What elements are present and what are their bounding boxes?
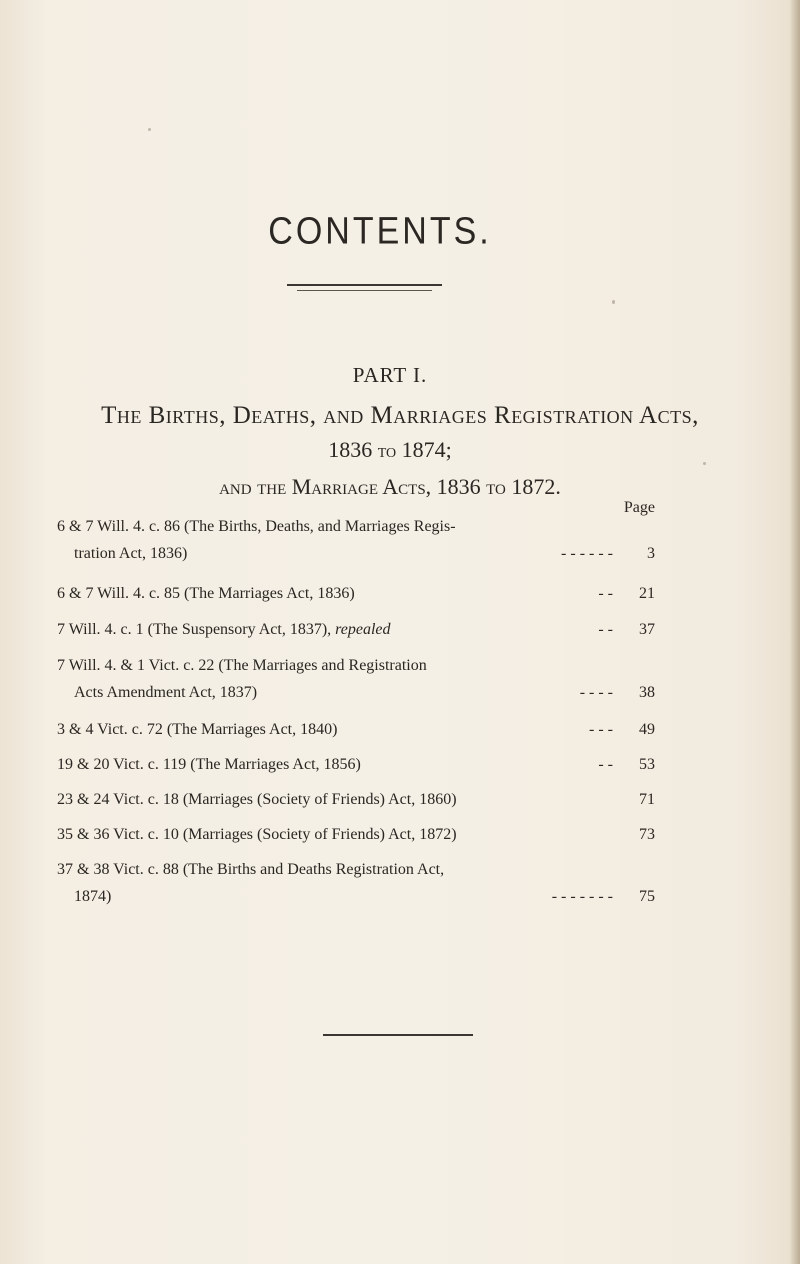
entry-page-number: 49 — [639, 721, 655, 738]
leader-dashes: - - - — [589, 721, 613, 738]
leader-dashes — [457, 821, 627, 848]
leader-dashes: - - - - — [579, 684, 613, 701]
leader-dashes — [457, 786, 627, 813]
title-rule-thin — [297, 290, 432, 291]
entry-italic-note: repealed — [335, 621, 391, 638]
entry-line — [57, 821, 655, 848]
entry-text — [57, 616, 391, 643]
entry-line — [57, 540, 655, 567]
entry-text: 23 & 24 Vict. c. 18 (Marriages (Society of Friends) Act, 1860) — [57, 791, 457, 808]
entry-page-number: 3 — [647, 545, 655, 562]
entry-line — [57, 751, 655, 778]
leader-dashes: - - - - - - — [561, 545, 613, 562]
heading-to: to — [377, 440, 397, 462]
title-rule — [287, 284, 442, 286]
entry-text: 6 & 7 Will. 4. c. 86 (The Births, Deaths, and Marriages Regis- — [57, 518, 456, 535]
contents-entry — [57, 716, 655, 743]
entry-text: 19 & 20 Vict. c. 119 (The Marriages Act, 1856) — [57, 756, 361, 773]
entry-line — [57, 580, 655, 607]
entry-page-number: 53 — [639, 756, 655, 773]
entry-line — [57, 616, 655, 643]
contents-entry — [57, 513, 655, 567]
entry-text: 35 & 36 Vict. c. 10 (Marriages (Society of Friends) Act, 1872) — [57, 826, 457, 843]
entry-text: 1874) — [74, 888, 112, 905]
entry-page-number: 38 — [639, 684, 655, 701]
entry-text: 7 Will. 4. & 1 Vict. c. 22 (The Marriages and Registration — [57, 657, 427, 674]
heading-year-start: 1836 — [328, 437, 373, 462]
leader-dashes: - - — [598, 756, 613, 773]
entry-text: tration Act, 1836) — [74, 545, 188, 562]
leader-dashes: - - — [598, 621, 613, 638]
paper-speck — [612, 300, 615, 304]
contents-entry — [57, 751, 655, 778]
entry-text-main: 7 Will. 4. c. 1 (The Suspensory Act, 1837), — [57, 621, 332, 638]
leader-dashes: - - - - - - - — [551, 888, 613, 905]
contents-entry — [57, 580, 655, 607]
part-heading: PART I. — [352, 363, 428, 387]
entry-line — [57, 513, 655, 540]
contents-entry — [57, 856, 655, 910]
entry-page-number: 73 — [639, 826, 655, 843]
contents-title: CONTENTS. — [268, 209, 492, 253]
entry-text: 3 & 4 Vict. c. 72 (The Marriages Act, 1840) — [57, 721, 338, 738]
contents-entry — [57, 821, 655, 848]
entry-line — [57, 883, 655, 910]
end-rule — [323, 1034, 473, 1036]
leader-dashes: - - — [598, 585, 613, 602]
entry-text: Acts Amendment Act, 1837) — [74, 684, 258, 701]
contents-entry — [57, 786, 655, 813]
entry-line — [57, 716, 655, 743]
entry-line — [57, 679, 655, 706]
contents-entry — [57, 616, 655, 643]
section-heading-line1: The Births, Deaths, and Marriages Registration Acts, — [101, 402, 699, 429]
entry-page-number: 37 — [639, 621, 655, 638]
entry-line — [57, 652, 655, 679]
paper-speck — [148, 128, 151, 131]
entry-line — [57, 786, 655, 813]
entry-page-number: 75 — [639, 888, 655, 905]
section-heading-line2 — [0, 437, 780, 463]
entry-line — [57, 856, 655, 883]
section-heading-line3: and the Marriage Acts, 1836 to 1872. — [219, 474, 561, 499]
page-edge-shadow — [790, 0, 800, 1264]
entry-text: 6 & 7 Will. 4. c. 85 (The Marriages Act, 1836) — [57, 585, 355, 602]
heading-year-end: 1874; — [401, 437, 452, 462]
entry-text: 37 & 38 Vict. c. 88 (The Births and Deaths Registration Act, — [57, 861, 445, 878]
contents-entry — [57, 652, 655, 706]
entry-page-number: 71 — [639, 791, 655, 808]
entry-page-number: 21 — [639, 585, 655, 602]
page-column-label: Page — [623, 499, 655, 516]
